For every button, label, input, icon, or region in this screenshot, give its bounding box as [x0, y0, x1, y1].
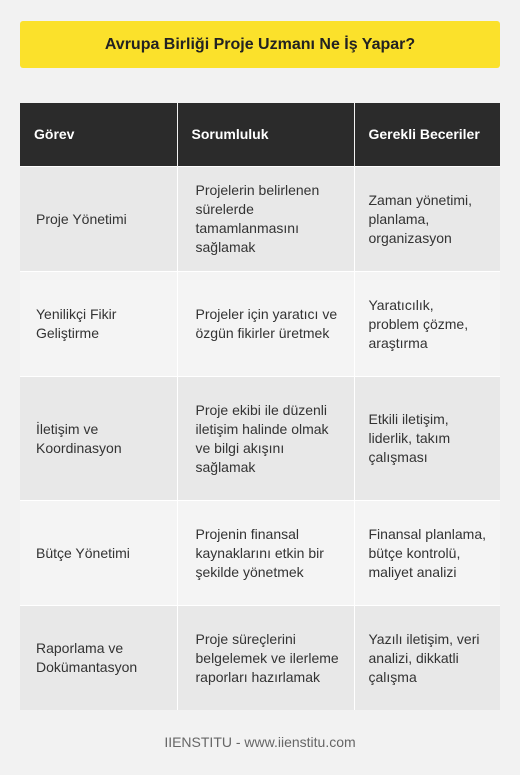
table-row [20, 272, 500, 377]
responsibility-cell: Proje süreçlerini belgelemek ve ilerleme raporları hazırlamak [177, 606, 354, 711]
footer-credit: IIENSTITU - www.iienstitu.com [164, 734, 356, 750]
responsibility-cell: Proje ekibi ile düzenli iletişim halinde olmak ve bilgi akışını sağlamak [177, 377, 354, 501]
skills-cell: Zaman yönetimi, planlama, organizasyon [354, 167, 500, 272]
responsibilities-table [20, 103, 500, 710]
column-header-skills: Gerekli Beceriler [354, 103, 500, 167]
responsibility-cell: Projenin finansal kaynaklarını etkin bir şekilde yönetmek [177, 501, 354, 606]
table-row [20, 501, 500, 606]
title-banner [20, 21, 500, 68]
skills-cell: Yaratıcılık, problem çözme, araştırma [354, 272, 500, 377]
task-cell: Bütçe Yönetimi [20, 501, 177, 606]
task-cell: Yenilikçi Fikir Geliştirme [20, 272, 177, 377]
table-header-row [20, 103, 500, 167]
column-header-task: Görev [20, 103, 177, 167]
responsibility-cell: Projeler için yaratıcı ve özgün fikirler üretmek [177, 272, 354, 377]
table-row [20, 377, 500, 501]
table-row [20, 606, 500, 711]
skills-cell: Etkili iletişim, liderlik, takım çalışması [354, 377, 500, 501]
task-cell: Proje Yönetimi [20, 167, 177, 272]
skills-cell: Finansal planlama, bütçe kontrolü, maliyet analizi [354, 501, 500, 606]
skills-cell: Yazılı iletişim, veri analizi, dikkatli çalışma [354, 606, 500, 711]
column-header-responsibility: Sorumluluk [177, 103, 354, 167]
page-title: Avrupa Birliği Proje Uzmanı Ne İş Yapar? [104, 35, 416, 53]
task-cell: Raporlama ve Dokümantasyon [20, 606, 177, 711]
task-cell: İletişim ve Koordinasyon [20, 377, 177, 501]
table-row [20, 167, 500, 272]
responsibility-cell: Projelerin belirlenen sürelerde tamamlanmasını sağlamak [177, 167, 354, 272]
